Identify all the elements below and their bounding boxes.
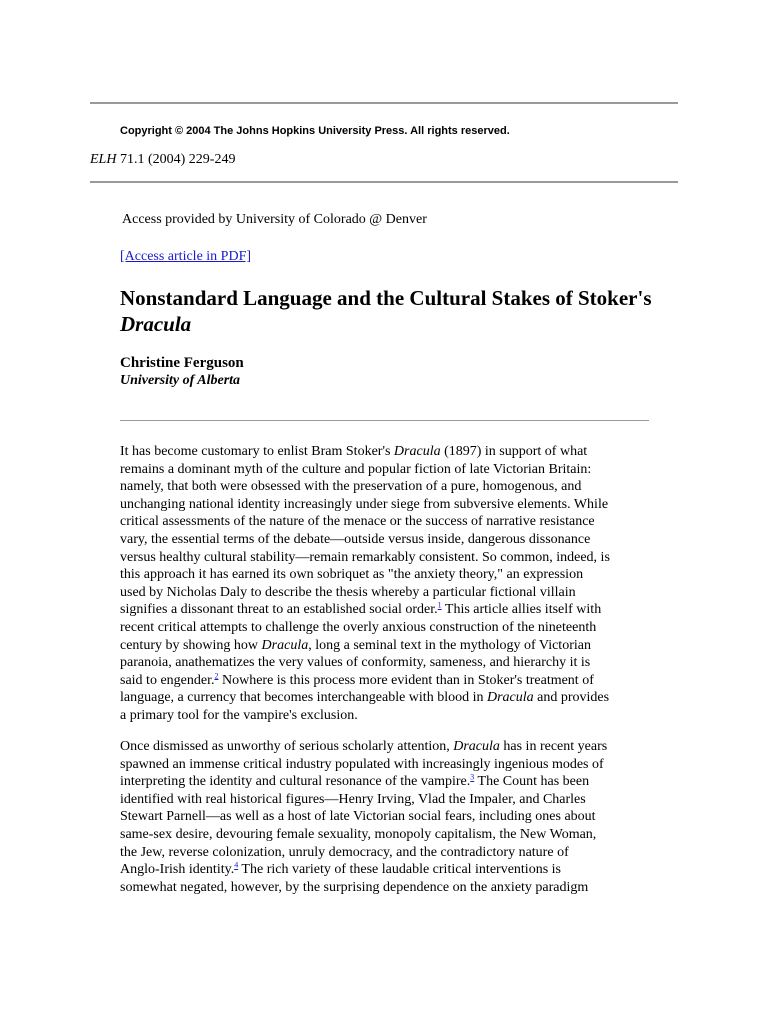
text-line: namely, that both were obsessed with the preservation of a pure, homogenous, and [120, 479, 582, 495]
text-line: same-sex desire, devouring female sexuality, monopoly capitalism, the New Woman, [120, 826, 597, 842]
italic-title: Dracula [393, 444, 441, 459]
text-line: said to engender.$^2$ Nowhere is this process more evident than in Stoker's treatment of [120, 671, 594, 688]
text-line: signifies a dissonant threat to an established social order.$^1$ This article allies itself with [120, 600, 602, 618]
paragraph-1 [120, 443, 660, 725]
article-title [120, 285, 660, 337]
title-divider [120, 420, 649, 421]
text-line: unchanging national identity increasingly under siege from subversive elements. While [120, 496, 609, 512]
paragraph-2 [120, 738, 660, 896]
text-line: used by Nicholas Daly to describe the thesis whereby a particular fictional villain [120, 584, 576, 600]
text-line: the Jew, reverse colonization, unruly democracy, and the contradictory nature of [120, 844, 569, 860]
journal-citation [90, 152, 235, 168]
text-line: century by showing how Dracula, long a seminal text in the mythology of Victorian [120, 637, 591, 653]
pdf-article-link[interactable]: [Access article in PDF] [120, 249, 252, 264]
top-divider [90, 102, 678, 104]
footnote-link-1[interactable]: 1 [437, 600, 442, 610]
footnote-link-3[interactable]: 3 [470, 772, 475, 782]
article-title-italic: Dracula [120, 312, 192, 336]
text-line: somewhat negated, however, by the surprising dependence on the anxiety paradigm [120, 879, 589, 895]
text-line: versus healthy cultural stability—remain remarkably consistent. So common, indeed, is [120, 549, 610, 565]
text-line: Once dismissed as unworthy of serious scholarly attention, Dracula has in recent years [120, 739, 608, 754]
italic-title: Dracula [453, 739, 500, 754]
footnote-link-4[interactable]: 4 [234, 860, 239, 870]
text-line: a primary tool for the vampire's exclusion. [120, 707, 358, 723]
text-line: this approach it has earned its own sobriquet as "the anxiety theory," an expression [120, 567, 584, 583]
italic-title: Dracula [486, 690, 534, 706]
text-line: Anglo-Irish identity.$^4$ The rich variety of these laudable critical interventions is [120, 860, 561, 878]
article-title-text: Nonstandard Language and the Cultural Stakes of Stoker's [120, 286, 652, 310]
text-line: critical assessments of the nature of the menace or the success of narrative resistance [120, 514, 595, 530]
author-name: Christine Ferguson [120, 355, 244, 371]
text-line: remains a dominant myth of the culture and popular fiction of late Victorian Britain: [120, 461, 592, 477]
text-line: vary, the essential terms of the debate—outside versus inside, dangerous dissonance [120, 531, 591, 547]
text-line: Stewart Parnell—as well as a host of late Victorian social fears, including ones about [120, 809, 596, 825]
citation-volume-pages: 71.1 (2004) 229-249 [116, 152, 236, 167]
text-line: identified with real historical figures—Henry Irving, Vlad the Impaler, and Charles [120, 791, 586, 807]
text-line: language, a currency that becomes interchangeable with blood in Dracula and provides [120, 690, 610, 706]
text-line: interpreting the identity and cultural resonance of the vampire.$^3$ The Count has been [120, 772, 590, 790]
italic-title: Dracula [261, 637, 309, 653]
text-line: spawned an immense critical industry populated with increasingly ingenious modes of [120, 756, 604, 772]
copyright-notice: Copyright © 2004 The Johns Hopkins University Press. All rights reserved. [120, 125, 510, 137]
text-line: recent critical attempts to challenge the overly anxious construction of the nineteenth [120, 619, 597, 635]
journal-name: ELH [90, 152, 117, 167]
text-line: paranoia, anathematizes the very values of conformity, sameness, and hierarchy it is [120, 655, 591, 671]
access-provider-note: Access provided by University of Colorado @ Denver [122, 212, 427, 227]
text-line: It has become customary to enlist Bram Stoker's Dracula (1897) in support of what [120, 444, 588, 459]
header-divider [90, 181, 678, 183]
footnote-link-2[interactable]: 2 [214, 671, 219, 681]
author-affiliation: University of Alberta [120, 373, 241, 388]
